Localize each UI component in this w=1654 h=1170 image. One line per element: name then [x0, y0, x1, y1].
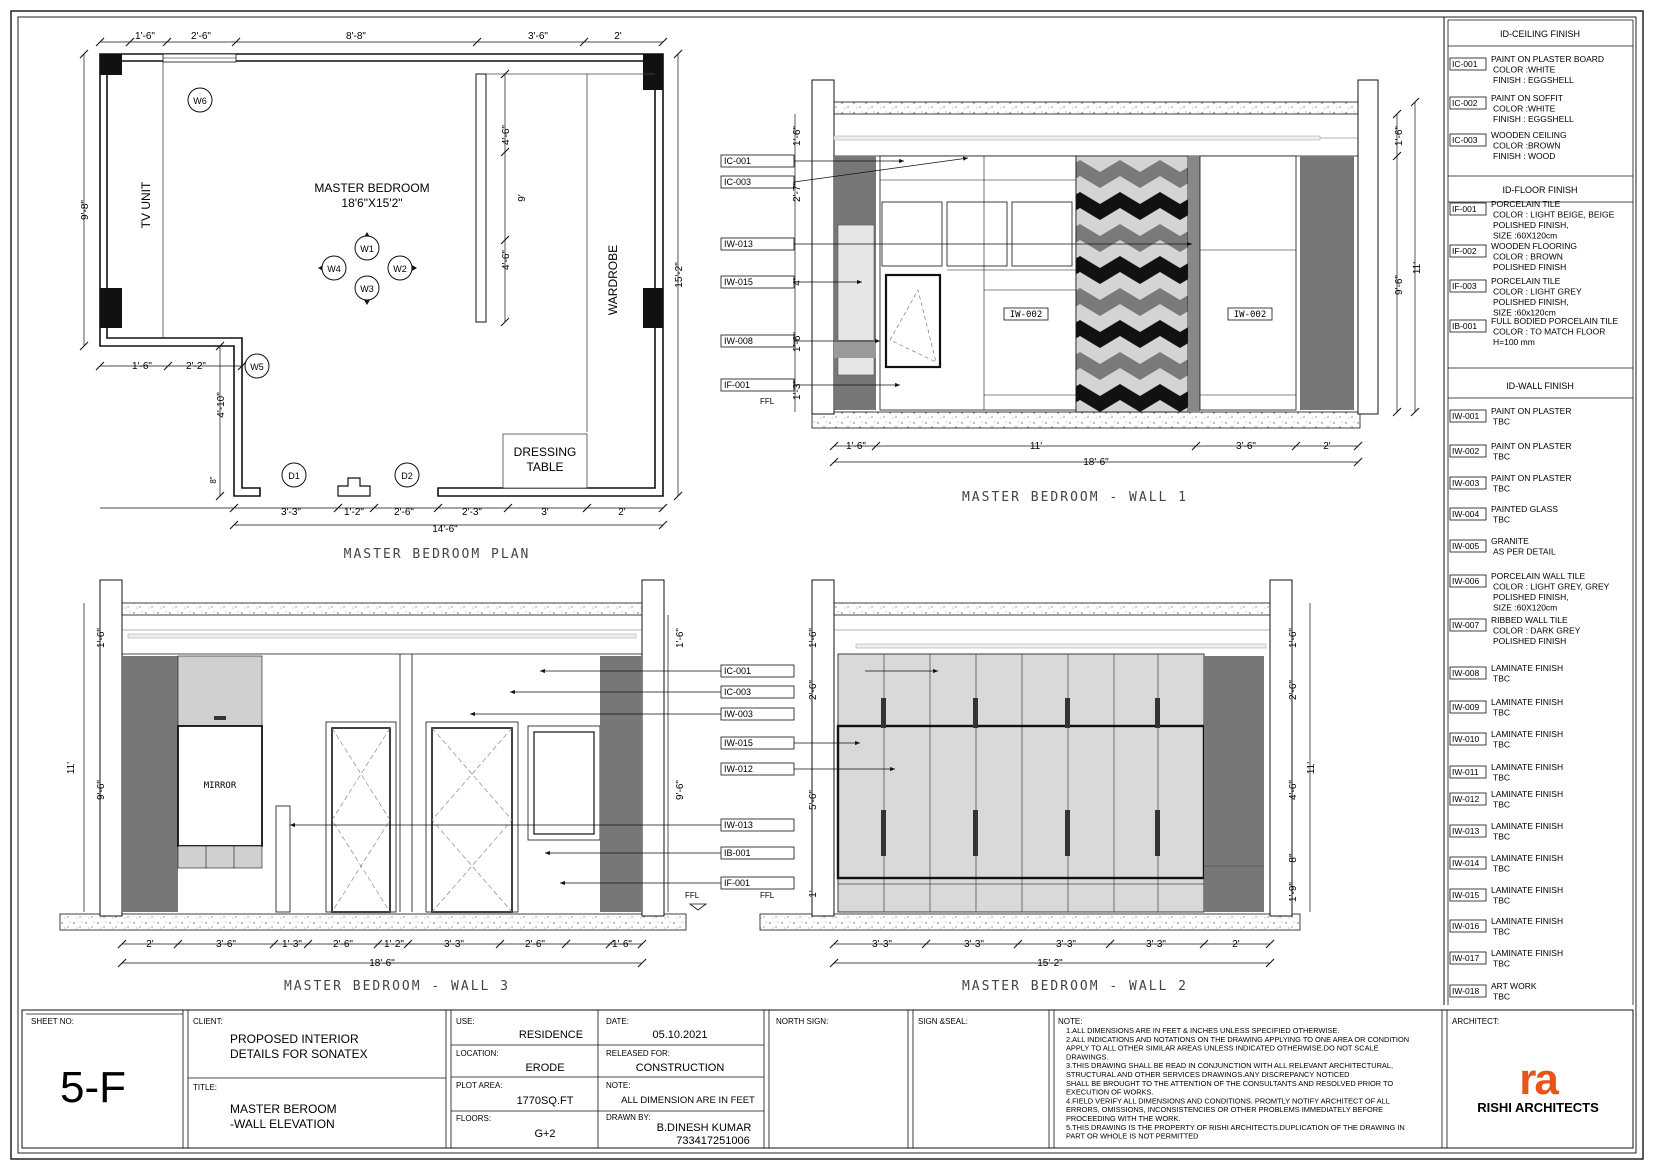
legend-desc-line: COLOR :WHITE — [1493, 103, 1556, 114]
legend-desc-line: POLISHED FINISH — [1493, 262, 1567, 272]
legend-desc-line: FINISH : EGGSHELL — [1493, 114, 1574, 124]
legend-code-iw-014: IW-014 — [1452, 858, 1480, 868]
wall1-dim-bottom-1: 1'-6" — [846, 441, 866, 452]
wall2-dim-left-1: 1'-6" — [808, 628, 819, 648]
plan-dim-bottom-3: 2'-6" — [394, 507, 414, 518]
plot-value: 1770SQ.FT — [516, 1095, 574, 1107]
wall1-tag-iw008: IW-008 — [724, 336, 753, 346]
legend-desc-line: TBC — [1493, 451, 1510, 462]
wall2-dim-bottom-1: 3'-3" — [872, 939, 892, 950]
legend-desc-line: TBC — [1493, 707, 1510, 718]
legend-desc-line: AS PER DETAIL — [1493, 546, 1556, 557]
general-note-line: EXECUTION OF WORKS. — [1066, 1087, 1154, 1097]
legend-code-if-003: IF-003 — [1452, 281, 1477, 291]
wall1-dim-left-1: 1'-6" — [792, 126, 803, 146]
legend-code-iw-003: IW-003 — [1452, 478, 1480, 488]
legend-desc-line: LAMINATE FINISH — [1491, 697, 1564, 707]
plan-title: MASTER BEDROOM PLAN — [343, 547, 531, 562]
floors-value: G+2 — [534, 1128, 556, 1140]
legend-desc-line: TBC — [1493, 991, 1510, 1002]
floors-label: FLOORS: — [456, 1114, 492, 1123]
legend-desc-line: POLISHED FINISH, — [1493, 220, 1569, 230]
general-note-line: 5.THIS DRAWING IS THE PROPERTY OF RISHI ARCHITECTS.DUPLICATION OF THE DRAWING IN — [1066, 1122, 1405, 1132]
wall2-dim-left-3: 5'-6" — [808, 790, 819, 810]
legend-code-iw-009: IW-009 — [1452, 702, 1480, 712]
plan-dim-bottom-5: 3' — [541, 507, 549, 518]
marker-w3-label: W3 — [360, 284, 374, 294]
wall3-title: MASTER BEDROOM - WALL 3 — [283, 979, 511, 994]
finish-legend — [1444, 17, 1633, 1005]
use-label: USE: — [456, 1017, 475, 1026]
legend-desc-line: LAMINATE FINISH — [1491, 853, 1564, 863]
tv-unit-label: TV UNIT — [139, 181, 153, 229]
wall2-tag-if001: IF-001 — [724, 878, 751, 888]
wall1-dim-right-2: 9'-6" — [1394, 275, 1405, 295]
legend-code-iw-012: IW-012 — [1452, 794, 1480, 804]
legend-desc-line: PAINT ON SOFFIT — [1491, 93, 1563, 103]
wall1-dim-left-2: 2'-7" — [792, 182, 803, 202]
legend-desc-line: TBC — [1493, 831, 1510, 842]
general-note-line: 3.THIS DRAWING SHALL BE READ IN CONJUNCTION WITH ALL RELEVANT ARCHITECTURAL, — [1066, 1061, 1394, 1071]
legend-desc-line: POLISHED FINISH, — [1493, 297, 1569, 307]
legend-desc-line: COLOR :BROWN — [1493, 140, 1561, 151]
dressing-label-1: DRESSING — [513, 445, 577, 459]
wall1-dim-bottom-2: 11' — [1029, 441, 1043, 452]
legend-floor-title: ID-FLOOR FINISH — [1502, 185, 1578, 195]
wall2-dim-right-2: 2'-6" — [1288, 680, 1299, 700]
legend-desc-line: COLOR :WHITE — [1493, 64, 1556, 75]
wall1-dim-left-3: 4' — [792, 278, 803, 286]
title-line-1: MASTER BEROOM — [230, 1102, 337, 1116]
legend-desc-line: GRANITE — [1491, 536, 1529, 546]
wall3-dim-total: 18'-6" — [369, 958, 395, 969]
legend-desc-line: ART WORK — [1491, 981, 1537, 991]
wall2-dim-bottom-2: 3'-3" — [964, 939, 984, 950]
location-label: LOCATION: — [456, 1049, 499, 1058]
wall1-dim-right-1: 1'-6" — [1394, 126, 1405, 146]
legend-desc-line: FINISH : EGGSHELL — [1493, 75, 1574, 85]
client-line-2: DETAILS FOR SONATEX — [230, 1047, 368, 1061]
legend-desc-line: PAINT ON PLASTER BOARD — [1491, 54, 1605, 64]
wall2-dim-right-1: 1'-6" — [1288, 628, 1299, 648]
general-note-line: ERRORS, OMISSIONS, INCONSISTENCIES OR OTHER PROBLEMS IMMEDIATELY BEFORE — [1066, 1105, 1384, 1115]
wall3-dim-bottom-5: 1'-2" — [384, 939, 404, 950]
wall3-dim-left-1: 1'-6" — [96, 628, 107, 648]
legend-code-iw-001: IW-001 — [1452, 411, 1480, 421]
wall2-tag-ic001: IC-001 — [724, 666, 752, 676]
plan-dim-top-4: 3'-6" — [528, 31, 548, 42]
legend-desc-line: PAINTED GLASS — [1491, 504, 1558, 514]
plan-dim-total: 14'-6" — [432, 524, 458, 535]
client-line-1: PROPOSED INTERIOR — [230, 1032, 359, 1046]
date-label: DATE: — [606, 1017, 629, 1026]
legend-desc-line: FULL BODIED PORCELAIN TILE — [1491, 316, 1619, 326]
use-value: RESIDENCE — [518, 1029, 584, 1041]
plan-dim-partition-3: 4'-6" — [501, 250, 512, 270]
plan-dim-small: 8" — [209, 476, 218, 484]
wall1-tag-iw013: IW-013 — [724, 239, 753, 249]
legend-desc-line: TBC — [1493, 739, 1510, 750]
legend-code-ic-003: IC-003 — [1452, 135, 1478, 145]
general-note-line: 4.FIELD VERIFY ALL DIMENSIONS AND CONDITIONS. PROMTLY NOTIFY ARCHITECT OF ALL — [1066, 1096, 1390, 1106]
note-value: ALL DIMENSION ARE IN FEET — [621, 1095, 755, 1106]
plan-dim-notch-2: 2'-2" — [186, 361, 206, 372]
legend-desc-line: COLOR : LIGHT GREY — [1493, 286, 1582, 297]
plan-dim-bottom-1: 3'-3" — [281, 507, 301, 518]
chevron-feature-wall — [1076, 156, 1188, 412]
legend-desc-line: TBC — [1493, 416, 1510, 427]
location-value: ERODE — [525, 1062, 565, 1074]
wall2-tag-ic003: IC-003 — [724, 687, 752, 697]
legend-code-ic-001: IC-001 — [1452, 59, 1478, 69]
wall3-dim-right-2: 9'-6" — [675, 780, 686, 800]
plot-label: PLOT AREA: — [456, 1081, 503, 1090]
legend-desc-line: TBC — [1493, 958, 1510, 969]
wall1-tag-iw015: IW-015 — [724, 277, 753, 287]
legend-desc-line: PORCELAIN TILE — [1491, 199, 1561, 209]
dressing-label-2: TABLE — [526, 460, 564, 474]
wall3-dim-bottom-3: 1'-3" — [282, 939, 302, 950]
wall3-dim-bottom-6: 3'-3" — [444, 939, 464, 950]
wall1-tag-ic003: IC-003 — [724, 177, 752, 187]
legend-desc-line: LAMINATE FINISH — [1491, 729, 1564, 739]
architect-name: RISHI ARCHITECTS — [1477, 1100, 1599, 1115]
legend-code-iw-015: IW-015 — [1452, 890, 1480, 900]
wardrobe-label: WARDROBE — [606, 244, 620, 316]
legend-desc-line: PORCELAIN TILE — [1491, 276, 1561, 286]
wall3-dim-bottom-4: 2'-6" — [333, 939, 353, 950]
marker-w5-label: W5 — [250, 362, 264, 372]
legend-code-iw-017: IW-017 — [1452, 953, 1480, 963]
marker-w4-label: W4 — [327, 264, 341, 274]
drawn-label: DRAWN BY: — [606, 1113, 651, 1122]
plan-dim-top-1: 1'-6" — [135, 31, 155, 42]
legend-desc-line: PAINT ON PLASTER — [1491, 406, 1572, 416]
legend-code-iw-008: IW-008 — [1452, 668, 1480, 678]
wall3-elevation — [60, 580, 706, 994]
wall2-dim-bottom-3: 3'-3" — [1056, 939, 1076, 950]
legend-wall-title: ID-WALL FINISH — [1506, 381, 1574, 391]
wall1-dim-right-3: 11' — [1412, 261, 1423, 275]
wall1-panel-tag-1-label: IW-002 — [1009, 310, 1043, 320]
wall2-dim-right-5: 1'-9" — [1288, 882, 1299, 902]
wall1-tag-ic001: IC-001 — [724, 156, 752, 166]
legend-code-if-002: IF-002 — [1452, 246, 1477, 256]
legend-code-if-001: IF-001 — [1452, 204, 1477, 214]
wall1-ffl: FFL — [760, 397, 775, 406]
plan-dim-bottom-6: 2' — [618, 507, 626, 518]
north-sign-label: NORTH SIGN: — [776, 1017, 829, 1026]
title-label: TITLE: — [193, 1083, 218, 1092]
legend-code-iw-007: IW-007 — [1452, 620, 1480, 630]
date-value: 05.10.2021 — [652, 1029, 708, 1041]
plan-dim-partition-1: 4'-6" — [501, 125, 512, 145]
wall2-dim-total: 15'-2" — [1037, 958, 1063, 969]
legend-desc-line: PAINT ON PLASTER — [1491, 473, 1572, 483]
legend-desc-line: SIZE :60X120cm — [1493, 602, 1558, 613]
legend-code-ic-002: IC-002 — [1452, 98, 1478, 108]
general-note-line: PART OR WHOLE IS NOT PERMITTED — [1066, 1131, 1199, 1141]
wall2-tag-iw015: IW-015 — [724, 738, 753, 748]
legend-desc-line: TBC — [1493, 926, 1510, 937]
legend-desc-line: POLISHED FINISH — [1493, 636, 1567, 646]
title-block — [22, 1010, 1633, 1148]
wall1-dim-bottom-4: 2' — [1323, 441, 1331, 452]
legend-code-iw-018: IW-018 — [1452, 986, 1480, 996]
general-note-line: SHALL BE BROUGHT TO THE ATTENTION OF THE CONSULTANTS AND RESOLVED PRIOR TO — [1066, 1078, 1394, 1088]
legend-desc-line: WOODEN CEILING — [1491, 130, 1567, 140]
wall1-title: MASTER BEDROOM - WALL 1 — [961, 490, 1189, 505]
client-label: CLIENT: — [193, 1017, 223, 1026]
marker-w6-label: W6 — [193, 96, 207, 106]
architect-label: ARCHITECT: — [1452, 1017, 1500, 1026]
wall1-dim-left-5: 1'-3" — [792, 380, 803, 400]
general-note-line: PROCEEDING WITH THE WORK. — [1066, 1114, 1181, 1123]
wall1-tag-if001: IF-001 — [724, 380, 751, 390]
architect-logo: ra — [1519, 1055, 1557, 1104]
legend-code-iw-010: IW-010 — [1452, 734, 1480, 744]
legend-desc-line: TBC — [1493, 863, 1510, 874]
bedroom-plan — [80, 31, 685, 562]
plan-dim-left: 9'-8" — [80, 200, 91, 220]
legend-desc-line: COLOR : LIGHT BEIGE, BEIGE — [1493, 209, 1615, 220]
drawn-id: 733417251006 — [676, 1135, 750, 1147]
legend-desc-line: COLOR : DARK GREY — [1493, 625, 1581, 636]
legend-desc-line: TBC — [1493, 673, 1510, 684]
legend-desc-line: COLOR : LIGHT GREY, GREY — [1493, 581, 1610, 592]
released-label: RELEASED FOR: — [606, 1049, 671, 1058]
legend-desc-line: TBC — [1493, 483, 1510, 494]
wall2-title: MASTER BEDROOM - WALL 2 — [961, 979, 1189, 994]
general-note-line: APPLY TO ALL OTHER SIMILAR AREAS UNLESS INDICATED OTHERWISE.DO NOT SCALE — [1066, 1043, 1379, 1053]
mirror-label: MIRROR — [203, 781, 237, 791]
legend-desc-line: WOODEN FLOORING — [1491, 241, 1577, 251]
marker-w1-label: W1 — [360, 244, 374, 254]
plan-dim-right: 15'-2" — [674, 262, 685, 288]
legend-desc-line: LAMINATE FINISH — [1491, 916, 1564, 926]
note-label: NOTE: — [606, 1081, 631, 1090]
marker-d2-label: D2 — [401, 471, 413, 481]
legend-code-iw-016: IW-016 — [1452, 921, 1480, 931]
plan-dim-top-5: 2' — [614, 31, 622, 42]
legend-desc-line: COLOR : TO MATCH FLOOR — [1493, 326, 1606, 337]
wall2-ffl: FFL — [760, 891, 775, 900]
plan-dim-bottom-2: 1'-2" — [344, 507, 364, 518]
plan-dim-top-3: 8'-8" — [346, 31, 366, 42]
legend-desc-line: H=100 mm — [1493, 337, 1535, 347]
wall3-dim-left-3: 11' — [66, 761, 77, 775]
legend-desc-line: TBC — [1493, 895, 1510, 906]
room-size: 18'6"X15'2" — [341, 196, 403, 210]
wall1-panel-tag-2-label: IW-002 — [1233, 310, 1267, 320]
wardrobe-panels — [838, 654, 1204, 912]
marker-d1-label: D1 — [288, 471, 300, 481]
legend-desc-line: TBC — [1493, 514, 1510, 525]
wall3-dim-bottom-7: 2'-6" — [525, 939, 545, 950]
legend-ceiling-title: ID-CEILING FINISH — [1499, 29, 1581, 39]
legend-desc-line: SIZE :60x120cm — [1493, 307, 1556, 318]
legend-code-iw-013: IW-013 — [1452, 826, 1480, 836]
title-line-2: -WALL ELEVATION — [230, 1117, 335, 1131]
wall1-dim-left-4: 1'-6" — [792, 332, 803, 352]
wall3-dim-bottom-1: 2' — [146, 939, 154, 950]
legend-desc-line: PAINT ON PLASTER — [1491, 441, 1572, 451]
legend-desc-line: POLISHED FINISH, — [1493, 592, 1569, 602]
legend-code-ib-001: IB-001 — [1452, 321, 1478, 331]
legend-desc-line: LAMINATE FINISH — [1491, 663, 1564, 673]
wall2-dim-bottom-5: 2' — [1232, 939, 1240, 950]
legend-desc-line: TBC — [1493, 799, 1510, 810]
wall2-tag-iw003: IW-003 — [724, 709, 753, 719]
wall1-dim-total: 18'-6" — [1083, 457, 1109, 468]
plan-dim-notch-height: 4'-10" — [216, 392, 227, 418]
legend-desc-line: LAMINATE FINISH — [1491, 948, 1564, 958]
legend-desc-line: LAMINATE FINISH — [1491, 789, 1564, 799]
wall3-dim-bottom-2: 3'-6" — [216, 939, 236, 950]
wall2-dim-right-6: 11' — [1306, 761, 1317, 775]
wall3-ffl: FFL — [685, 891, 700, 900]
legend-desc-line: LAMINATE FINISH — [1491, 821, 1564, 831]
general-note-line: DRAWINGS. — [1066, 1052, 1109, 1062]
notes-label: NOTE: — [1058, 1017, 1083, 1026]
legend-code-iw-005: IW-005 — [1452, 541, 1480, 551]
wall2-tag-iw013: IW-013 — [724, 820, 753, 830]
plan-dim-bottom-4: 2'-3" — [462, 507, 482, 518]
plan-dim-partition-2: 9' — [517, 194, 528, 202]
wall2-dim-right-4: 8" — [1288, 853, 1299, 863]
wall3-dim-right-1: 1'-6" — [675, 628, 686, 648]
wall1-dim-bottom-3: 3'-6" — [1236, 441, 1256, 452]
wall2-tag-ib001: IB-001 — [724, 848, 751, 858]
legend-code-iw-011: IW-011 — [1452, 767, 1479, 777]
legend-code-iw-004: IW-004 — [1452, 509, 1480, 519]
sheet-no-label: SHEET NO: — [31, 1017, 74, 1026]
plan-dim-top-2: 2'-6" — [191, 31, 211, 42]
wall2-dim-bottom-4: 3'-3" — [1146, 939, 1166, 950]
legend-desc-line: SIZE :60X120cm — [1493, 230, 1558, 241]
marker-w2-label: W2 — [393, 264, 407, 274]
plan-dim-notch-1: 1'-6" — [132, 361, 152, 372]
released-value: CONSTRUCTION — [635, 1062, 725, 1074]
general-note-line: 2.ALL INDICATIONS AND NOTATIONS ON THE DRAWING APPLYING TO ONE AREA OR CONDITION — [1066, 1034, 1410, 1044]
legend-desc-line: LAMINATE FINISH — [1491, 885, 1564, 895]
wall2-dim-left-4: 1' — [808, 890, 819, 898]
sheet-no: 5-F — [60, 1063, 126, 1112]
wall2-dim-right-3: 4'-6" — [1288, 780, 1299, 800]
legend-desc-line: TBC — [1493, 772, 1510, 783]
legend-code-iw-006: IW-006 — [1452, 576, 1480, 586]
general-note-line: 1.ALL DIMENSIONS ARE IN FEET & INCHES UNLESS SPECIFIED OTHERWISE. — [1066, 1026, 1340, 1035]
wall1-elevation — [721, 80, 1423, 505]
legend-desc-line: FINISH : WOOD — [1493, 151, 1556, 161]
general-note-line: STRUCTURAL AND OTHER SERVICES DRAWINGS.ANY DISCREPANCY NOTICED — [1066, 1070, 1350, 1079]
legend-desc-line: RIBBED WALL TILE — [1491, 615, 1568, 625]
legend-desc-line: LAMINATE FINISH — [1491, 762, 1564, 772]
sign-seal-label: SIGN &SEAL: — [918, 1017, 968, 1026]
wall3-dim-bottom-8: 1'-6" — [612, 939, 632, 950]
drawn-name: B.DINESH KUMAR — [656, 1122, 752, 1134]
legend-code-iw-002: IW-002 — [1452, 446, 1480, 456]
wall2-dim-left-2: 2'-6" — [808, 680, 819, 700]
wall2-tag-iw012: IW-012 — [724, 764, 753, 774]
room-name: MASTER BEDROOM — [314, 181, 430, 195]
wall3-dim-left-2: 9'-6" — [96, 780, 107, 800]
legend-desc-line: COLOR : BROWN — [1493, 251, 1563, 262]
legend-desc-line: PORCELAIN WALL TILE — [1491, 571, 1586, 581]
